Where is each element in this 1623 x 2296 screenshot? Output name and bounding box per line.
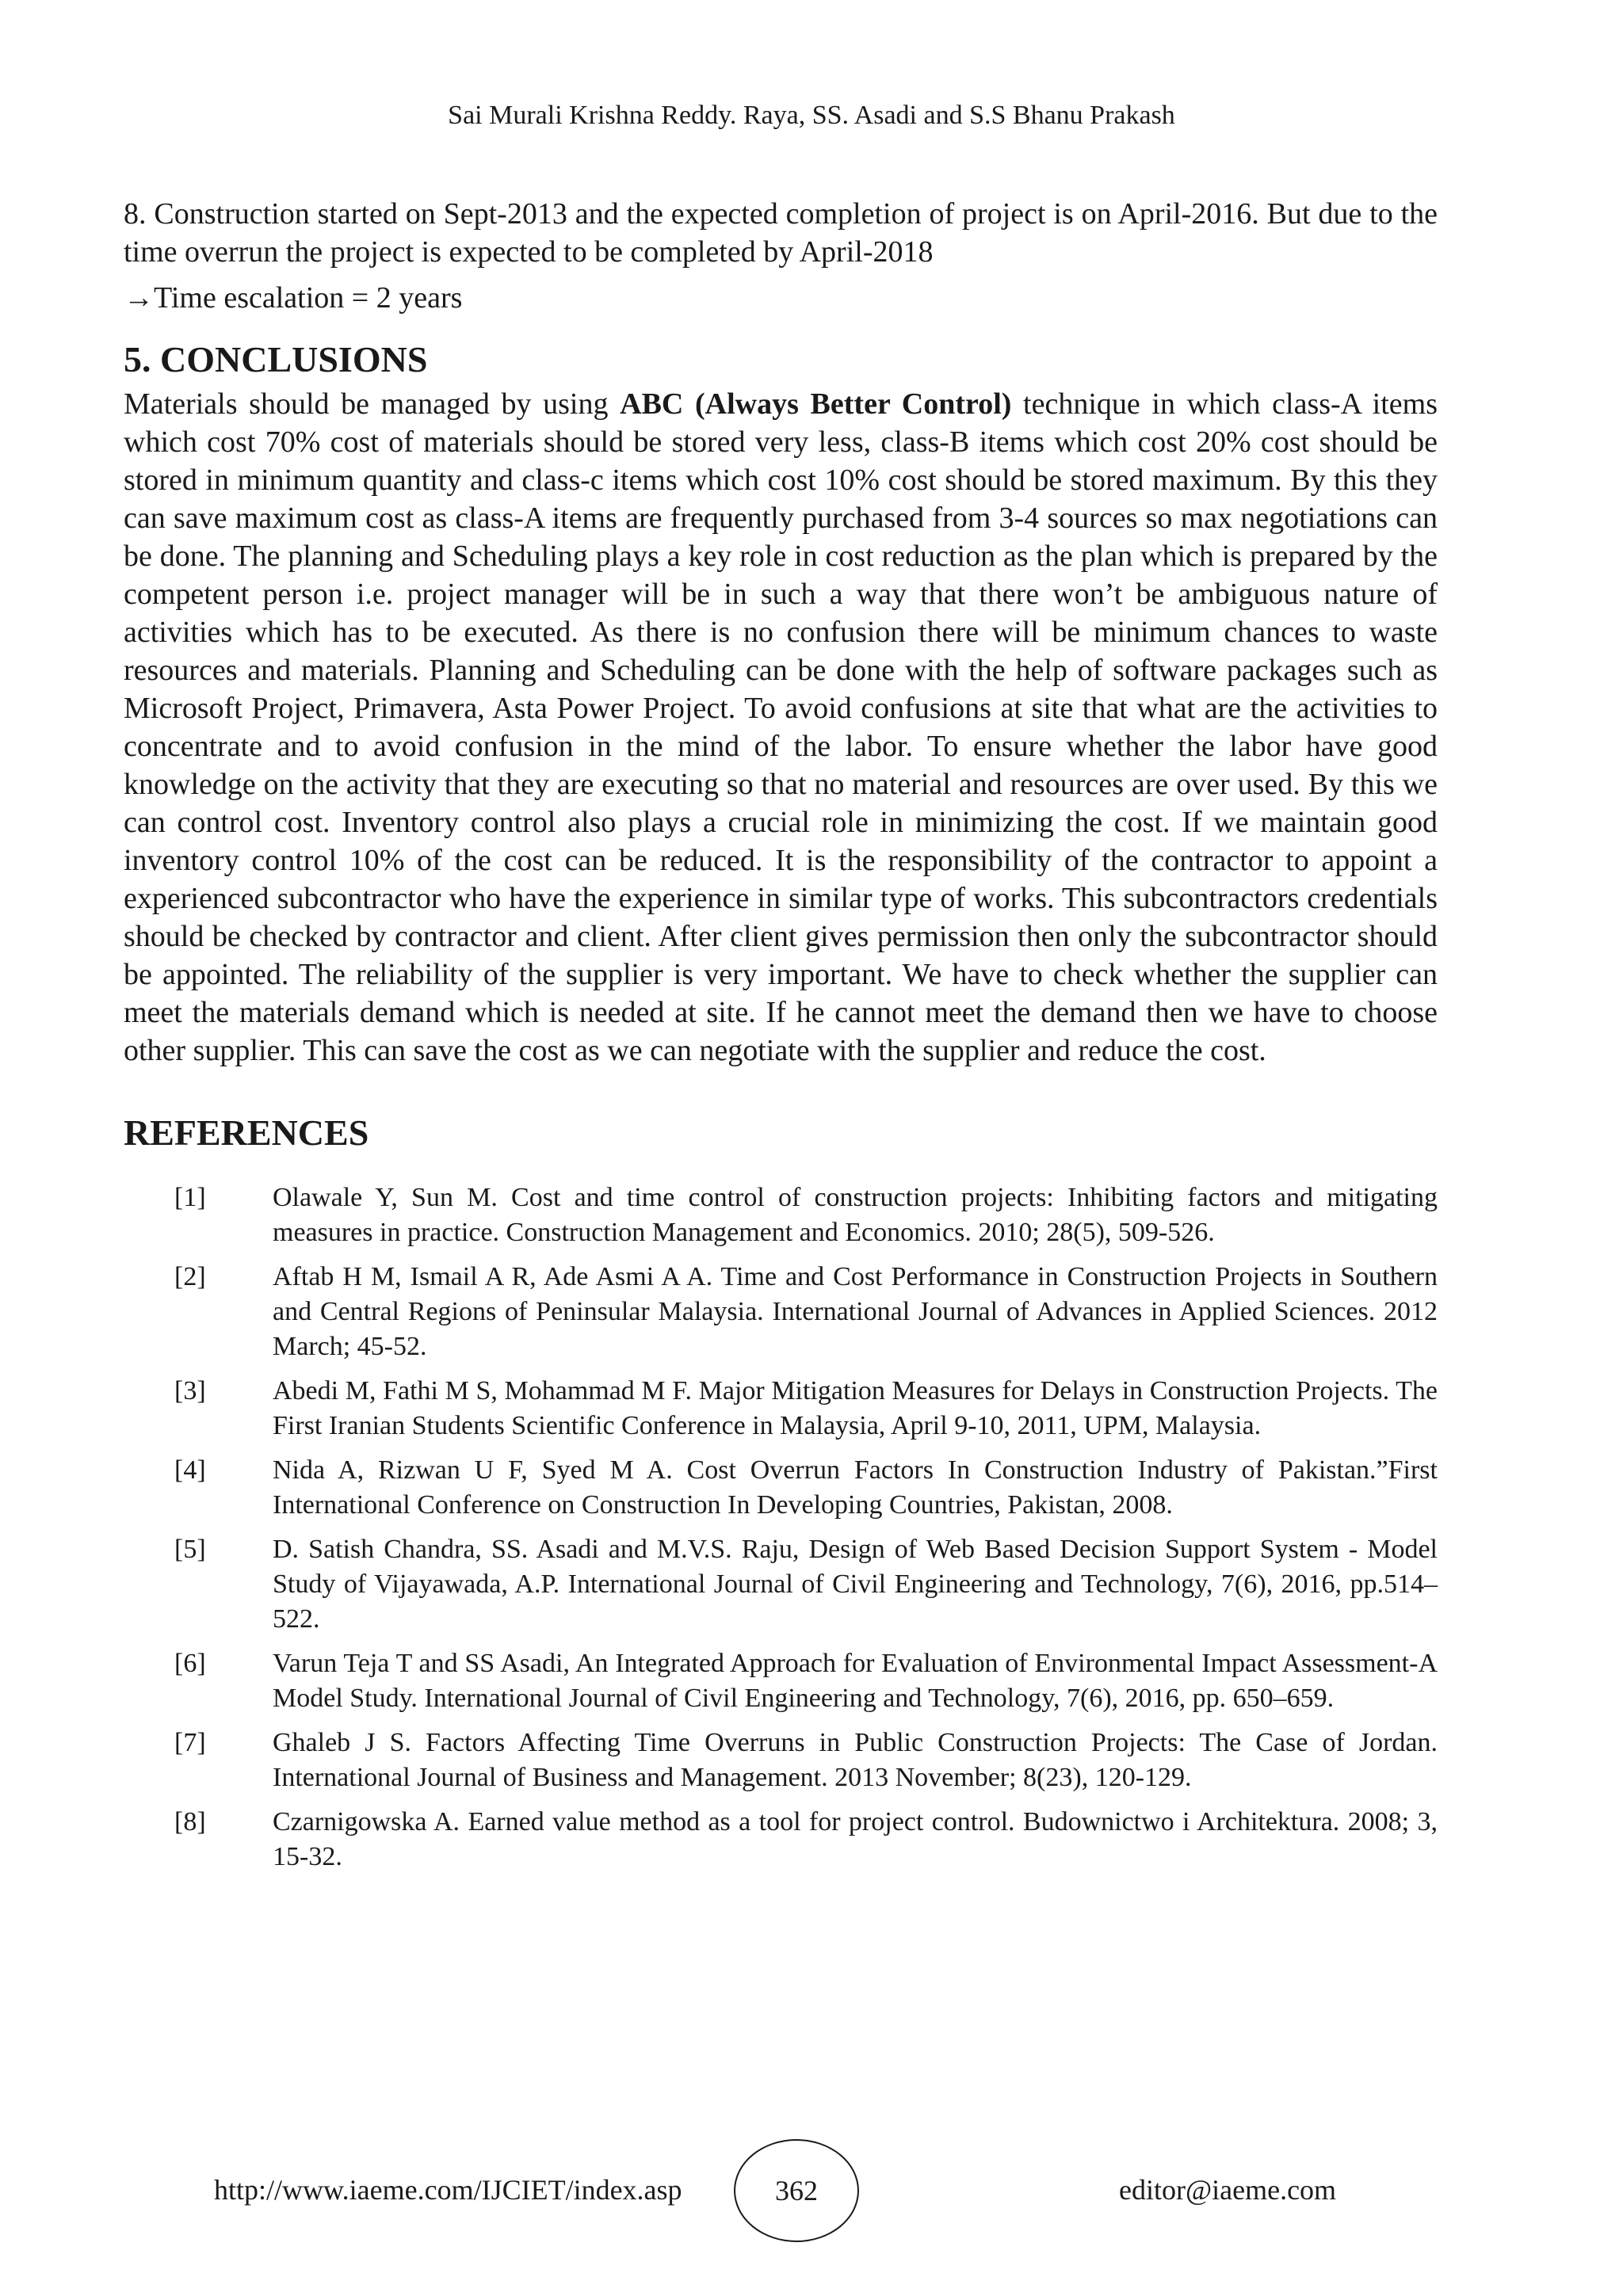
reference-number: [3] bbox=[174, 1376, 206, 1405]
reference-text: Ghaleb J S. Factors Affecting Time Overruns in Public Construction Projects: The Case of Jordan. International Journal of Business and Management. 2013 November; 8(23), 120-129. bbox=[273, 1728, 1438, 1792]
reference-number: [4] bbox=[174, 1455, 206, 1485]
item-8-paragraph: 8. Construction started on Sept-2013 and the expected completion of project is on April-2016. But due to the time overrun the project is expected to be completed by April-2018 bbox=[124, 197, 1438, 269]
reference-text: Nida A, Rizwan U F, Syed M A. Cost Overrun Factors In Construction Industry of Pakistan.”First International Conference on Construction In Developing Countries, Pakistan, 2008. bbox=[273, 1455, 1438, 1520]
reference-item bbox=[124, 1374, 1438, 1444]
reference-number: [5] bbox=[174, 1535, 206, 1564]
reference-text: D. Satish Chandra, SS. Asadi and M.V.S. Raju, Design of Web Based Decision Support System - Model Study of Vijayawada, A.P. International Journal of Civil Engineering and Technology, 7(6), 2016, pp.514–522. bbox=[273, 1535, 1438, 1634]
reference-text: Abedi M, Fathi M S, Mohammad M F. Major Mitigation Measures for Delays in Construction Projects. The First Iranian Students Scientific Conference in Malaysia, April 9-10, 2011, UPM, Malaysia. bbox=[273, 1376, 1438, 1440]
conclusions-text-rest: technique in which class-A items which cost 70% cost of materials should be stored very less, class-B items which cost 20% cost should be stored in minimum quantity and class-c items which cost 10% cost should be stored maximum. By this they can save maximum cost as class-A items are frequently purchased from 3-4 sources so max negotiations can be done. The planning and Scheduling plays a key role in cost reduction as the plan which is prepared by the competent person i.e. project manager will be in such a way that there won’t be ambiguous nature of activities which has to be executed. As there is no confusion there will be minimum chances to waste resources and materials. Planning and Scheduling can be done with the help of software packages such as Microsoft Project, Primavera, Asta Power Project. To avoid confusions at site that what are the activities to concentrate and to avoid confusion in the mind of the labor. To ensure whether the labor have good knowledge on the activity that they are executing so that no material and resources are over used. By this we can control cost. Inventory control also plays a crucial role in minimizing the cost. If we maintain good inventory control 10% of the cost can be reduced. It is the responsibility of the contractor to appoint a experienced subcontractor who have the experience in similar type of works. This subcontractors credentials should be checked by contractor and client. After client gives permission then only the subcontractor should be appointed. The reliability of the supplier is very important. We have to check whether the supplier can meet the materials demand which is needed at site. If he cannot meet the demand then we have to choose other supplier. This can save the cost as we can negotiate with the supplier and reduce the cost. bbox=[124, 387, 1438, 1067]
time-escalation-line: →Time escalation = 2 years bbox=[124, 281, 463, 315]
reference-number: [1] bbox=[174, 1183, 206, 1212]
editor-email-link[interactable]: editor@iaeme.com bbox=[1119, 2174, 1337, 2206]
reference-text: Varun Teja T and SS Asadi, An Integrated Approach for Evaluation of Environmental Impact Assessment-A Model Study. International Journal of Civil Engineering and Technology, 7(6), 2016, pp. 650–659. bbox=[273, 1649, 1438, 1713]
reference-item bbox=[124, 1532, 1438, 1637]
conclusions-heading: 5. CONCLUSIONS bbox=[124, 339, 428, 379]
page-body bbox=[124, 195, 1438, 1884]
reference-number: [2] bbox=[174, 1262, 206, 1291]
reference-number: [7] bbox=[174, 1728, 206, 1757]
references-heading: REFERENCES bbox=[124, 1112, 369, 1153]
reference-item bbox=[124, 1646, 1438, 1716]
reference-item bbox=[124, 1180, 1438, 1250]
reference-item bbox=[124, 1726, 1438, 1795]
reference-text: Aftab H M, Ismail A R, Ade Asmi A A. Time and Cost Performance in Construction Projects in Southern and Central Regions of Peninsular Malaysia. International Journal of Advances in Applied Sciences. 2012 March; 45-52. bbox=[273, 1262, 1438, 1361]
conclusions-bold-term: ABC (Always Better Control) bbox=[620, 387, 1012, 421]
running-header: Sai Murali Krishna Reddy. Raya, SS. Asadi and S.S Bhanu Prakash bbox=[448, 101, 1175, 130]
journal-url-link[interactable]: http://www.iaeme.com/IJCIET/index.asp bbox=[214, 2174, 682, 2206]
reference-item bbox=[124, 1260, 1438, 1364]
reference-number: [6] bbox=[174, 1649, 206, 1678]
page-number-circle bbox=[734, 2139, 859, 2242]
conclusions-paragraph bbox=[124, 385, 1438, 1070]
page-number: 362 bbox=[775, 2175, 818, 2206]
reference-text: Olawale Y, Sun M. Cost and time control of construction projects: Inhibiting factors and mitigating measures in practice. Construction Management and Economics. 2010; 28(5), 509-526. bbox=[273, 1183, 1438, 1247]
references-list bbox=[124, 1180, 1438, 1875]
reference-number: [8] bbox=[174, 1807, 206, 1836]
conclusions-text-start: Materials should be managed by using bbox=[124, 387, 621, 421]
page-footer bbox=[0, 2139, 1623, 2242]
reference-item bbox=[124, 1805, 1438, 1875]
reference-item bbox=[124, 1453, 1438, 1523]
reference-text: Czarnigowska A. Earned value method as a tool for project control. Budownictwo i Architektura. 2008; 3, 15-32. bbox=[273, 1807, 1438, 1871]
